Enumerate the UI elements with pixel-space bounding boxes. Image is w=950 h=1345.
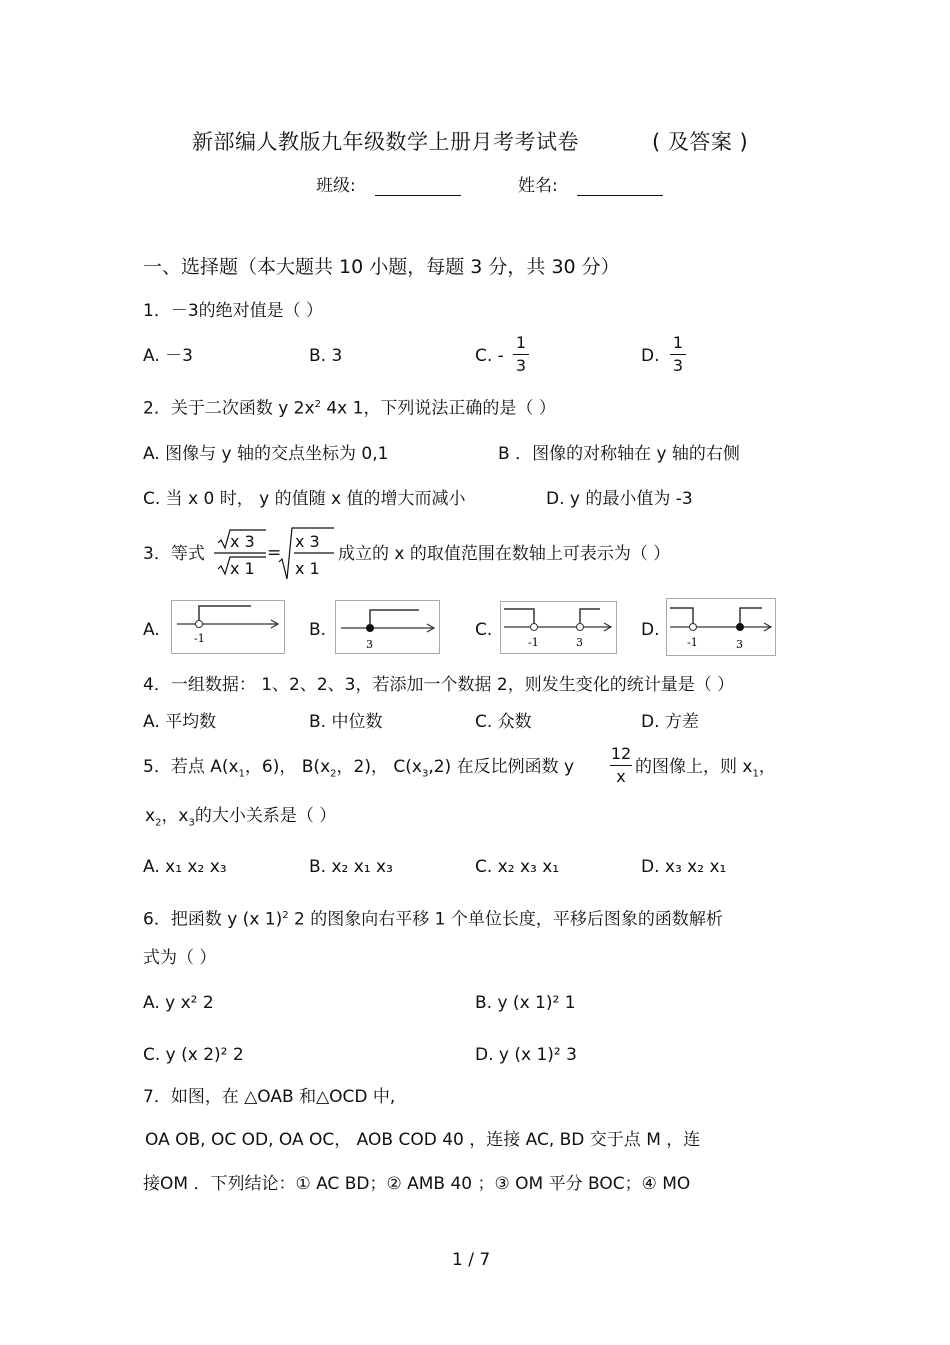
q1-option-d-fraction: 1 3 [670, 334, 686, 375]
question-6-line2: 式为（ ） [143, 948, 217, 968]
question-7-line1: 7．如图，在 △OAB 和△OCD 中, [143, 1087, 396, 1107]
class-blank[interactable] [375, 177, 461, 196]
question-5-stem: 5．若点 $A(x_1$，6)， $B(x_2$，2)， $C(x_3,2)$ 在反比例函数 y [143, 757, 575, 780]
tick-label: 3 [736, 638, 743, 651]
q6-option-c: C. y (x 2)² 2 [143, 1045, 244, 1065]
q3-option-c-numberline [500, 601, 617, 654]
q4-option-d: D. 方差 [641, 712, 699, 732]
q3-lhs-denominator: x 1 [230, 559, 255, 578]
section-heading: 一、选择题（本大题共 10 小题，每题 3 分，共 30 分） [143, 256, 620, 278]
q4-option-c: C. 众数 [475, 712, 532, 732]
q1-option-a: A. －3 [143, 346, 193, 366]
class-field [316, 176, 461, 196]
q1-option-d: D. [641, 346, 660, 366]
tick-label: -1 [687, 636, 698, 649]
closed-point [367, 625, 374, 632]
open-point [690, 624, 697, 631]
q3-equals: = [267, 543, 282, 563]
q4-option-b: B. 中位数 [309, 712, 383, 732]
q6-option-b: B. y (x 1)² 1 [475, 993, 576, 1013]
q3-rest: 成立的 x 的取值范围在数轴上可表示为（ ） [338, 544, 671, 564]
closed-point [737, 624, 744, 631]
q6-option-a: A. y x² 2 [143, 993, 214, 1013]
question-1-stem: 1．－3的绝对值是（ ） [143, 301, 324, 321]
q5-fraction: 12 x [610, 744, 632, 786]
question-7-line3: 接OM ．下列结论：① AC BD；② AMB 40 ；③ OM 平分 BOC；④ MO [143, 1174, 691, 1194]
open-point [577, 624, 584, 631]
q3-option-b-label: B. [309, 620, 327, 640]
tick-label: -1 [528, 636, 539, 649]
q1-option-b: B. 3 [309, 346, 343, 366]
q2-option-c: C. 当 x 0 时， y 的值随 x 值的增大而减小 [143, 489, 466, 509]
name-blank[interactable] [577, 177, 663, 196]
tick-label: 3 [366, 638, 373, 651]
tick-label: -1 [194, 632, 205, 645]
q3-option-a-label: A. [143, 620, 160, 640]
question-5-line2: $x_2$，$x_3$的大小关系是（ ） [145, 806, 337, 829]
q2-option-a: A. 图像与 y 轴的交点坐标为 0,1 [143, 444, 389, 464]
q6-option-d: D. y (x 1)² 3 [475, 1045, 577, 1065]
q1-option-c-fraction: 1 3 [513, 334, 529, 375]
q3-rhs-denominator: x 1 [295, 559, 320, 578]
tick-label: 3 [576, 636, 583, 649]
q3-lhs-numerator: x 3 [230, 532, 255, 551]
q1-option-c: C. - [475, 346, 504, 366]
q3-option-d-numberline [666, 598, 776, 656]
q3-option-a-numberline [171, 600, 285, 654]
question-6-stem: 6．把函数 y (x 1)$^2$ 2 的图象向右平移 1 个单位长度，平移后图象的函数解析 [143, 909, 723, 930]
open-point [196, 621, 203, 628]
class-label: 班级: [316, 176, 356, 196]
name-label: 姓名: [518, 176, 558, 196]
q2-option-d: D. y 的最小值为 -3 [546, 489, 693, 509]
q2-option-b: B ．图像的对称轴在 y 轴的右侧 [498, 444, 740, 464]
q5-option-c: C. x₂ x₃ x₁ [475, 857, 560, 877]
question-3-number: 3．等式 [143, 544, 205, 564]
question-4-stem: 4．一组数据： 1、2、2、3，若添加一个数据 2，则发生变化的统计量是（ ） [143, 675, 735, 695]
q5-option-a: A. x₁ x₂ x₃ [143, 857, 227, 877]
open-point [531, 624, 538, 631]
question-5-stem-end: 的图像上，则 $x_1$， [635, 757, 776, 780]
q3-option-b-numberline [335, 600, 440, 654]
q4-option-a: A. 平均数 [143, 712, 217, 732]
document-title: 新部编人教版九年级数学上册月考考试卷 [192, 130, 579, 154]
q3-option-d-label: D. [641, 620, 660, 640]
q3-option-c-label: C. [475, 620, 493, 640]
name-field [518, 176, 663, 196]
page-number: 1 / 7 [452, 1250, 491, 1270]
question-7-line2: OA OB, OC OD, OA OC， AOB COD 40 ，连接 AC, BD 交于点 M ，连 [145, 1130, 701, 1150]
document-title-suffix: ( 及答案 ) [652, 130, 749, 154]
question-2-stem: 2．关于二次函数 y $2x^2$ 4x 1，下列说法正确的是（ ） [143, 398, 556, 419]
q5-option-b: B. x₂ x₁ x₃ [309, 857, 393, 877]
q3-rhs-numerator: x 3 [295, 532, 320, 551]
q5-option-d: D. x₃ x₂ x₁ [641, 857, 727, 877]
